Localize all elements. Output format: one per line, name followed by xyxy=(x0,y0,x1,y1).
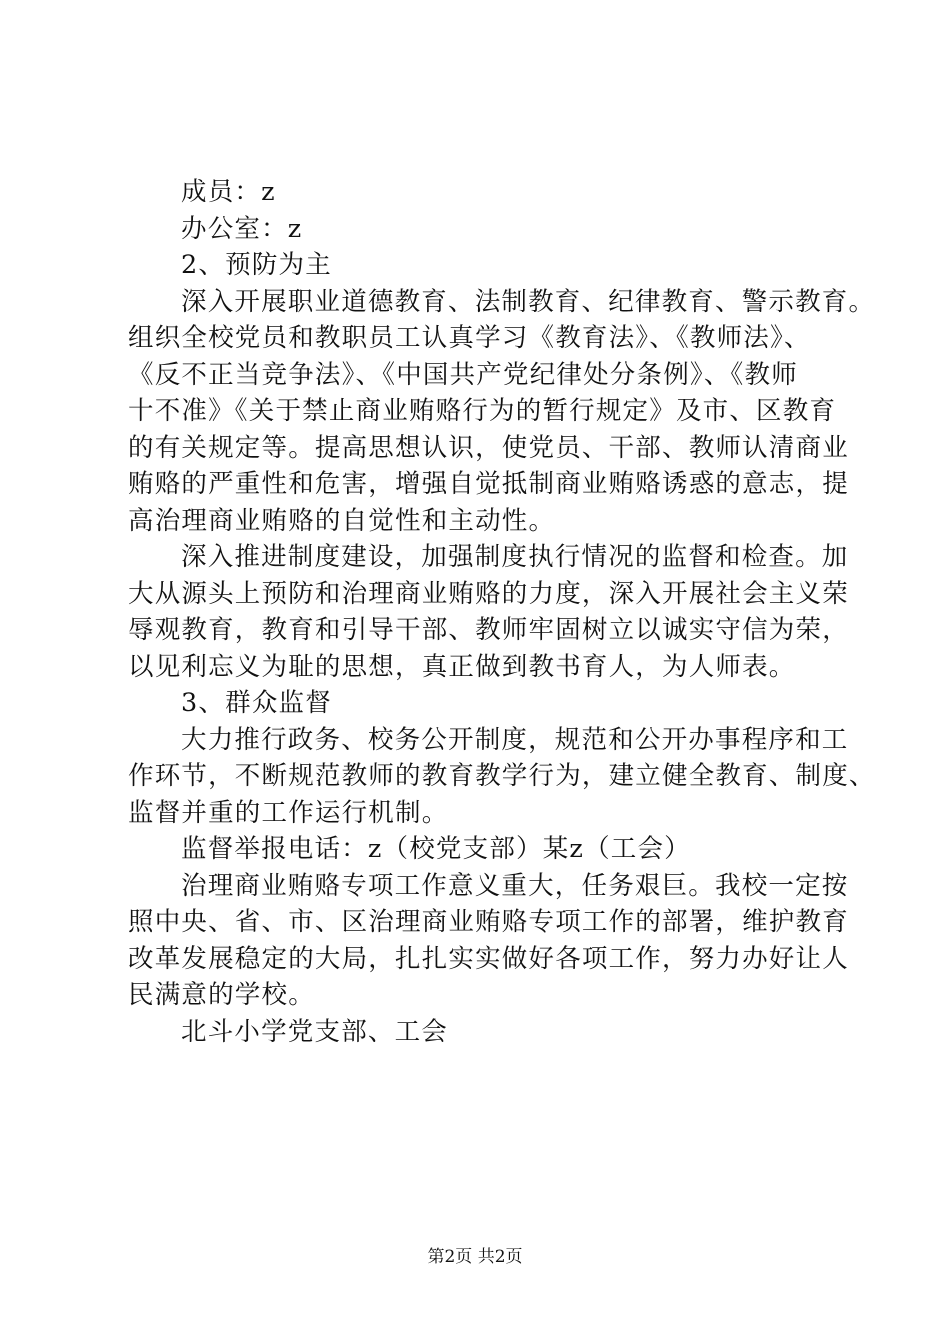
paragraph-line: 民满意的学校。 xyxy=(128,980,315,1010)
paragraph-line: 作环节，不断规范教师的教育教学行为，建立健全教育、制度、 xyxy=(128,761,876,791)
text-line-members: 成员：z xyxy=(181,177,276,207)
paragraph-line: 治理商业贿赂专项工作意义重大，任务艰巨。我校一定按 xyxy=(181,870,849,901)
paragraph-line: 改革发展稳定的大局，扎扎实实做好各项工作，努力办好让人 xyxy=(128,943,849,974)
paragraph-line: 以见利忘义为耻的思想，真正做到教书育人，为人师表。 xyxy=(128,651,796,682)
section-heading-prevention: 2、预防为主 xyxy=(181,250,332,280)
page-number-footer: 第2页 共2页 xyxy=(427,1247,523,1267)
paragraph-line: 深入推进制度建设，加强制度执行情况的监督和检查。加 xyxy=(181,542,849,572)
paragraph-line: 组织全校党员和教职员工认真学习《教育法》、《教师法》、 xyxy=(128,323,811,353)
paragraph-line: 深入开展职业道德教育、法制教育、纪律教育、警示教育。 xyxy=(181,286,876,317)
paragraph-line: 辱观教育，教育和引导干部、教师牢固树立以诚实守信为荣， xyxy=(128,615,849,645)
hotline-line: 监督举报电话：z（校党支部）某z（工会） xyxy=(181,834,691,864)
text-line-office: 办公室：z xyxy=(181,213,303,244)
paragraph-line: 照中央、省、市、区治理商业贿赂专项工作的部署，维护教育 xyxy=(128,907,849,937)
paragraph-line: 高治理商业贿赂的自觉性和主动性。 xyxy=(128,505,556,536)
document-body xyxy=(128,174,876,1050)
paragraph-line: 的有关规定等。提高思想认识，使党员、干部、教师认清商业 xyxy=(128,432,849,463)
paragraph-line: 大从源头上预防和治理商业贿赂的力度，深入开展社会主义荣 xyxy=(128,578,849,609)
section-heading-supervision: 3、群众监督 xyxy=(181,688,332,718)
paragraph-line: 监督并重的工作运行机制。 xyxy=(128,797,449,828)
paragraph-line: 十不准》《关于禁止商业贿赂行为的暂行规定》及市、区教育 xyxy=(128,396,837,426)
paragraph-line: 《反不正当竞争法》、《中国共产党纪律处分条例》、《教师 xyxy=(128,359,798,390)
paragraph-line: 大力推行政务、校务公开制度，规范和公开办事程序和工 xyxy=(181,724,849,755)
paragraph-line: 贿赂的严重性和危害，增强自觉抵制商业贿赂诱惑的意志，提 xyxy=(128,469,849,499)
signature-line: 北斗小学党支部、工会 xyxy=(181,1016,449,1047)
